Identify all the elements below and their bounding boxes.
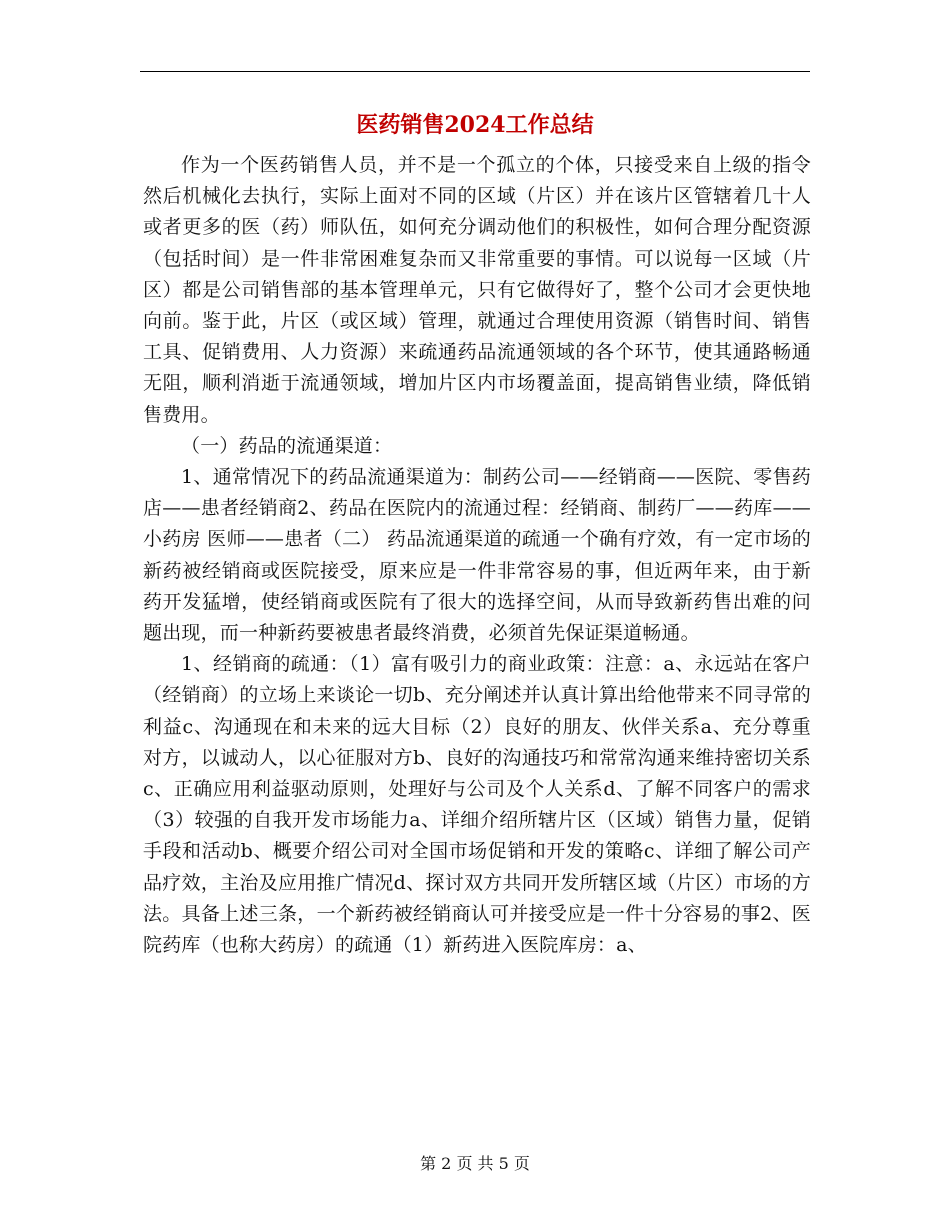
page-number: 第 2 页 共 5 页 [420,1154,530,1173]
paragraph-channels: 1、通常情况下的药品流通渠道为：制药公司——经销商——医院、零售药店——患者经销商2、药品在医院内的流通过程：经销商、制药厂——药库——小药房 医师——患者（二） 药品流通渠道的疏通一个确有疗效，有一定市场的新药被经销商或医院接受，原来应是一件非常容易的事，但近两年来，由于新药开发猛增，使经销商或医院有了很大的选择空间，从而导致新药售出难的问题出现，而一种新药要被患者最终消费，必须首先保证渠道畅通。 [143,466,811,645]
paragraph-distributor: 1、经销商的疏通：（1）富有吸引力的商业政策：注意：a、永远站在客户（经销商）的立场上来谈论一切b、充分阐述并认真计算出给他带来不同寻常的利益c、沟通现在和未来的远大目标（2）良好的朋友、伙伴关系a、充分尊重对方，以诚动人，以心征服对方b、良好的沟通技巧和常常沟通来维持密切关系c、正确应用利益驱动原则，处理好与公司及个人关系d、了解不同客户的需求（3）较强的自我开发市场能力a、详细介绍所辖片区（区域）销售力量，促销手段和活动b、概要介绍公司对全国市场促销和开发的策略c、详细了解公司产品疗效，主治及应用推广情况d、探讨双方共同开发所辖区域（片区）市场的方法。具备上述三条，一个新药被经销商认可并接受应是一件十分容易的事2、医院药库（也称大药房）的疏通（1）新药进入医院库房：a、 [143,653,811,957]
header-rule [140,71,810,72]
document-body [143,150,811,961]
paragraph-section-heading: （一）药品的流通渠道： [181,434,393,457]
paragraph-intro: 作为一个医药销售人员，并不是一个孤立的个体，只接受来自上级的指令然后机械化去执行，实际上面对不同的区域（片区）并在该片区管辖着几十人或者更多的医（药）师队伍，如何充分调动他们的积极性，如何合理分配资源（包括时间）是一件非常困难复杂而又非常重要的事情。可以说每一区域（片区）都是公司销售部的基本管理单元，只有它做得好了，整个公司才会更快地向前。鉴于此，片区（或区域）管理，就通过合理使用资源（销售时间、销售工具、促销费用、人力资源）来疏通药品流通领域的各个环节，使其通路畅通无阻，顺利消逝于流通领域，增加片区内市场覆盖面，提高销售业绩，降低销售费用。 [143,154,811,426]
document-title: 医药销售2024工作总结 [356,112,594,138]
